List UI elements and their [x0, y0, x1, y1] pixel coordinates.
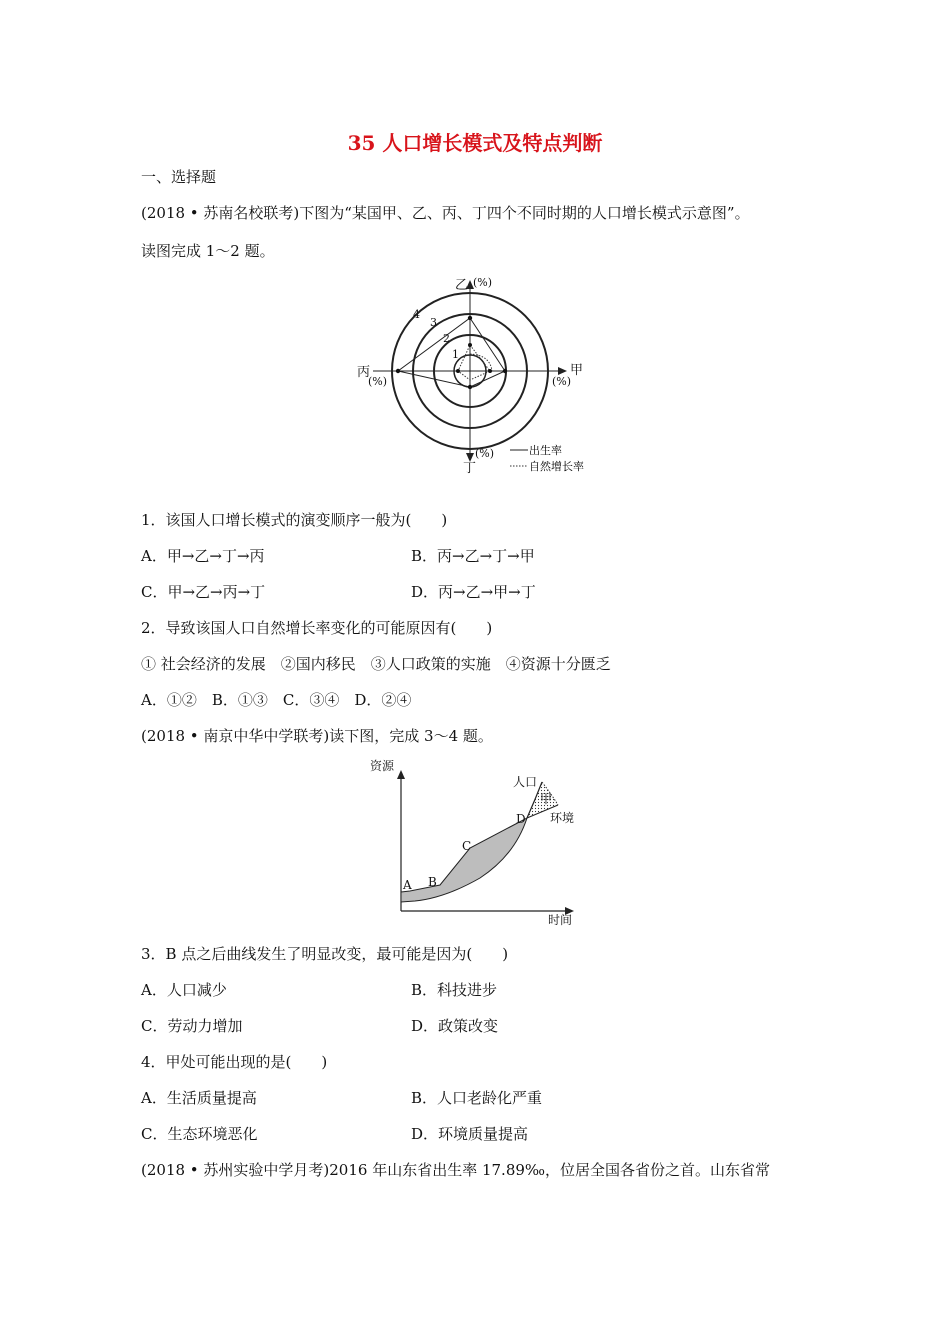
question-4-option-d: D．环境质量提高 — [411, 1125, 529, 1143]
x-axis-label: 时间 — [548, 913, 573, 927]
y-axis-label: 资源 — [370, 759, 395, 773]
axis-unit-top: (%) — [473, 276, 493, 289]
curve-label-population: 人口 — [513, 775, 538, 789]
question-4-stem: 4．甲处可能出现的是( ) — [141, 1053, 328, 1071]
axis-unit-bottom: (%) — [475, 447, 495, 460]
question-3-option-a: A．人口减少 — [141, 981, 227, 999]
axis-label-bing: 丙 — [357, 365, 371, 380]
question-3-option-c: C．劳动力增加 — [141, 1017, 243, 1035]
question-3-option-d: D．政策改变 — [411, 1017, 499, 1035]
question-4-option-b: B．人口老龄化严重 — [411, 1089, 543, 1107]
point-label-b: B — [428, 875, 437, 889]
figure-resource-population-curve — [368, 756, 588, 928]
question-2-items: ① 社会经济的发展 ②国内移民 ③人口政策的实施 ④资源十分匮乏 — [141, 655, 611, 673]
question-1-stem: 1．该国人口增长模式的演变顺序一般为( ) — [141, 511, 448, 529]
axis-unit-left: (%) — [368, 375, 388, 388]
ring-label-1: 1 — [452, 348, 459, 361]
figure-population-growth-model — [350, 272, 610, 480]
question-4-option-c: C．生态环境恶化 — [141, 1125, 258, 1143]
intro-2: (2018 • 南京中华中学联考)读下图，完成 3～4 题。 — [141, 727, 493, 745]
ring-label-3: 3 — [430, 316, 437, 329]
point-label-c: C — [462, 839, 472, 853]
curve-label-environment: 环境 — [550, 811, 575, 825]
axis-label-jia: 甲 — [570, 363, 584, 378]
legend-birth-rate: 出生率 — [529, 444, 562, 457]
axis-label-yi: 乙 — [455, 278, 469, 293]
question-3-option-b: B．科技进步 — [411, 981, 498, 999]
region-label-jia: 甲 — [540, 792, 553, 806]
intro-1-line-1: (2018 • 苏南名校联考)下图为“某国甲、乙、丙、丁四个不同时期的人口增长模式示意图”。 — [141, 204, 750, 222]
ring-label-4: 4 — [413, 308, 420, 321]
point-label-d: D — [516, 812, 526, 826]
question-1-option-d: D．丙→乙→甲→丁 — [411, 583, 536, 601]
intro-1-line-2: 读图完成 1～2 题。 — [141, 242, 275, 260]
axis-unit-right: (%) — [552, 375, 572, 388]
intro-3: (2018 • 苏州实验中学月考)2016 年山东省出生率 17.89‰，位居全国各省份之首。山东省常 — [141, 1161, 771, 1179]
question-4-option-a: A．生活质量提高 — [141, 1089, 257, 1107]
question-2-stem: 2．导致该国人口自然增长率变化的可能原因有( ) — [141, 619, 493, 637]
question-3-stem: 3．B 点之后曲线发生了明显改变，最可能是因为( ) — [141, 945, 509, 963]
section-heading: 一、选择题 — [141, 168, 217, 186]
legend-natural-increase: 自然增长率 — [529, 460, 584, 473]
axis-label-ding: 丁 — [463, 461, 477, 476]
question-2-options: A．①② B．①③ C．③④ D．②④ — [141, 691, 412, 709]
question-1-option-c: C．甲→乙→丙→丁 — [141, 583, 266, 601]
question-1-option-b: B．丙→乙→丁→甲 — [411, 547, 535, 565]
question-1-option-a: A．甲→乙→丁→丙 — [141, 547, 265, 565]
ring-label-2: 2 — [443, 332, 450, 345]
page-title: 35 人口增长模式及特点判断 — [347, 131, 603, 155]
shaded-region — [401, 818, 527, 902]
point-label-a: A — [403, 878, 412, 892]
